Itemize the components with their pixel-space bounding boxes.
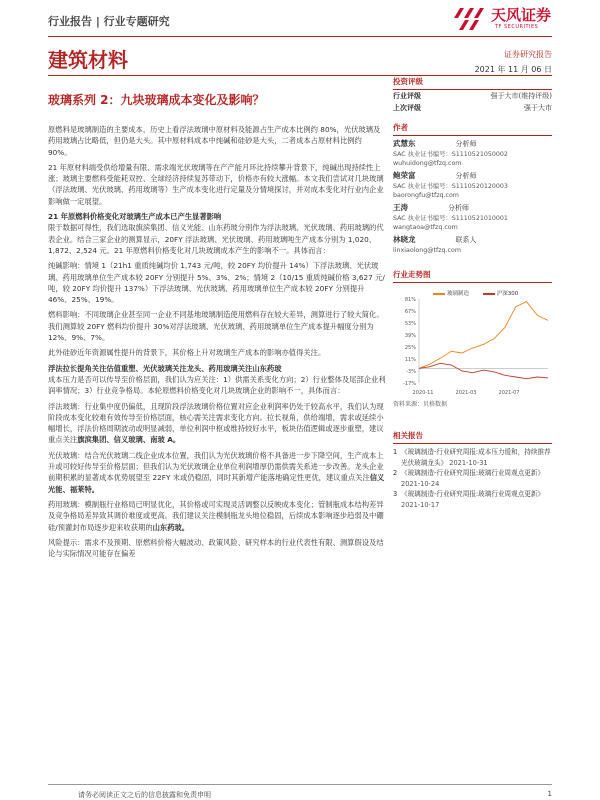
industry-rating-row (393, 90, 552, 102)
para-intro: 原燃料是玻璃制造的主要成本，历史上看浮法玻璃中原材料及能源占生产成本比例约 80%，光伏玻璃及药用玻璃占比略低，但仍是大头。其中原材料成本中纯碱和硅砂是大头，二者成本占原材料比例约 90%。 (48, 125, 381, 157)
report-type: 证券研究报告 (504, 50, 552, 59)
para-float-glass: 浮法玻璃：行业集中度仍偏低，且现阶段浮法玻璃价格位置对应企业利润率仍处于较高水平，我们认为现阶段成本变化较难有效传导至价格层面，核心需关注需求变化方向。拉长视角，供给端增，需求或延续小幅增长，浮法价格周期波动或明显减弱，单位利润中枢或维持较好水平，板块估值逻辑或逐步重塑，建议重点关注旗滨集团、信义玻璃、南玻 A。 (48, 401, 384, 445)
para-soda-ash: 纯碱影响：情境 1（21h1 重质纯碱均价 1,743 元/吨，较 20FY 均价提升 14%）下浮法玻璃、光伏玻璃、药用玻璃单位生产成本较 20FY 分别提升 5%、3%、2%；情境 2（10/15 重质纯碱价格 3,627 元/吨，较 20FY 均价提升 137%）下浮法玻璃、光伏玻璃、药用玻璃单位生产成本较 20FY 分别提升 46%、25%、19%。 (48, 261, 385, 305)
y-tick-label: -17% (403, 381, 416, 387)
logo-text-cn: 天风证券 (491, 6, 552, 24)
footer-disclaimer: 请务必阅读正文之后的信息披露和免责申明 (78, 791, 211, 799)
trend-chart-svg (393, 287, 552, 397)
report-title: 玻璃系列 2：九块玻璃成本变化及影响？ (48, 93, 265, 107)
para-silica: 此外硅砂近年资源属性提升的背景下，其价格上升对玻璃生产成本的影响亦值得关注。 (48, 348, 326, 358)
author-email[interactable]: baorongfu@tfzq.com (393, 192, 459, 199)
series-line-glass (419, 302, 548, 369)
section-heading: 浮法拉长提角关注估值重塑、光伏玻璃关注龙头、药用玻璃关注山东药玻 (48, 363, 282, 373)
chart-source: 资料来源：贝格数据 (393, 401, 448, 408)
y-tick-label: -3% (406, 369, 416, 375)
y-tick-label: 81% (404, 297, 416, 303)
header-divider (48, 36, 552, 37)
rating-section-title: 投资评级 (393, 76, 552, 90)
related-section-title: 相关报告 (393, 430, 552, 444)
y-tick-label: 39% (404, 333, 416, 339)
y-tick-label: 25% (404, 345, 416, 351)
authors-section-title: 作者 (393, 122, 552, 136)
report-category: 行业报告 | 行业专题研究 (48, 15, 170, 28)
author-email[interactable]: wangtaoa@tfzq.com (393, 224, 458, 231)
series-line-hs300 (419, 363, 548, 378)
footer-divider (48, 784, 552, 785)
prev-rating-label: 上次评级 (393, 104, 421, 112)
sector-name: 建筑材料 (48, 48, 128, 72)
chart-legend (433, 289, 530, 297)
prev-rating-value: 强于大市 (524, 104, 552, 112)
legend-item: 沪深300 (483, 289, 525, 297)
x-tick-label: 2020-11 (412, 390, 434, 396)
author-entry: 王涛 分析师 SAC 执业证书编号：S1110521010001 wangtaoa@tfzq.com (393, 202, 552, 232)
industry-rating-label: 行业评级 (393, 92, 421, 100)
prev-rating-row (393, 102, 552, 114)
industry-rating-value: 强于大市(维持评级) (490, 92, 552, 100)
author-email[interactable]: linxiaolong@tfzq.com (393, 247, 462, 254)
section-heading: 21 年原燃料价格变化对玻璃生产成本已产生显著影响 (48, 212, 222, 222)
related-reports (393, 447, 552, 510)
logo-text-en: TF SECURITIES (495, 24, 539, 30)
author-entry: 鲍荣富 分析师 SAC 执业证书编号：S1110520120003 baorongfu@tfzq.com (393, 170, 552, 200)
para-pharma-glass: 药用玻璃：模制瓶行业格局已明显优化，其价格或可实现灵活调整以反映成本变化；管制瓶成本结构差异及竞争格局差异致其调价难度或更高。我们建议关注模制瓶龙头地位稳固，后续成本影响逐步趋弱及中硼硅/预灌封布局逐步迎来收获期的山东药玻。 (48, 499, 384, 532)
y-tick-label: 53% (404, 321, 416, 327)
related-report-item[interactable]: 3 《玻璃制造-行业研究周报:玻璃行业周观点更新》 2021-10-17 (393, 490, 545, 509)
report-date: 2021 年 11 月 06 日 (474, 65, 552, 74)
para-background: 21 年原材料端受供给增量有限、需求端光伏玻璃等在产产能月环比持续攀升背景下，纯碱出现持续性上涨；玻璃主要燃料受能耗双控、全球经济持续复苏带动下，价格亦有较大涨幅。本文我们尝试对几块玻璃（浮法玻璃、光伏玻璃、药用玻璃等）生产成本变化进行定量及分情境探讨，并对成本变化对行业内企业影响做一定展望。 (48, 162, 384, 206)
legend-swatch (433, 293, 445, 295)
trend-chart (393, 287, 552, 397)
author-entry: 林晓龙 联系人 linxiaolong@tfzq.com (393, 234, 552, 255)
page-number: 1 (547, 790, 552, 798)
x-tick-label: 2021-07 (498, 390, 520, 396)
main-body (48, 124, 386, 563)
para-fuel: 燃料影响：不同玻璃企业甚至同一企业不同基地玻璃制造使用燃料存在较大差异，测算进行了较大简化。我们测算较 20FY 燃料均价提升 30%对浮法玻璃、光伏玻璃、药用玻璃单位生产成本提升幅度分别为 12%、9%、7%。 (48, 310, 384, 343)
y-tick-label: 67% (404, 309, 416, 315)
related-report-item[interactable]: 1 《玻璃制造-行业研究周报:成本压力缓和，持续推荐光伏玻璃龙头》 2021-10-31 (393, 448, 551, 467)
para-transmission: 成本压力是否可以传导至价格层面，我们认为应关注：1）供需关系变化方向；2）行业整体及尾部企业利润率情况；3）行业竞争格局。本轮原燃料价格变化对几块玻璃企业的影响不一，具体而言： (48, 374, 386, 396)
author-entry: 武慧东 分析师 SAC 执业证书编号：S1110521050002 wuhuidong@tfzq.com (393, 138, 552, 168)
x-tick-label: 2021-03 (455, 390, 477, 396)
para-pv-glass: 光伏玻璃：结合光伏玻璃二线企业成本位置，我们认为光伏玻璃价格不具备进一步下降空间，生产成本上升或可较好传导至价格层面；但我们认为光伏玻璃企业单位利润增厚仍需供需关系进一步改善。龙头企业前期积累的显著成本优势展望至 22FY 末或仍稳固，同时其新增产能落地确定性更优，建议重点关注信义光能、福莱特。 (48, 450, 385, 494)
trend-section-title: 行业走势图 (393, 269, 552, 283)
logo-icon (452, 4, 486, 34)
related-report-item[interactable]: 2 《玻璃制造-行业研究周报:玻璃行业周观点更新》 2021-10-24 (393, 469, 545, 488)
para-sample: 限于数据可得性，我们选取旗滨集团、信义光能、山东药玻分别作为浮法玻璃、光伏玻璃、药用玻璃的代表企业。结合三家企业的测算显示，20FY 浮法玻璃、光伏玻璃、药用玻璃吨生产成本分别为 1,020、1,872、2,524 元。21 年原燃料价格变化对几块玻璃成本产生的影响不一。具体而言： (48, 223, 384, 255)
y-tick-label: 11% (404, 357, 416, 363)
legend-swatch (483, 293, 495, 295)
sidebar (393, 76, 552, 510)
para-risk: 风险提示：需求不及预期、原燃料价格大幅波动、政策风险、研究样本的行业代表性有限、测算假设及结论与实际情况可能存在偏差 (48, 537, 384, 559)
legend-item: 玻璃制造 (433, 289, 475, 297)
author-email[interactable]: wuhuidong@tfzq.com (393, 160, 462, 167)
